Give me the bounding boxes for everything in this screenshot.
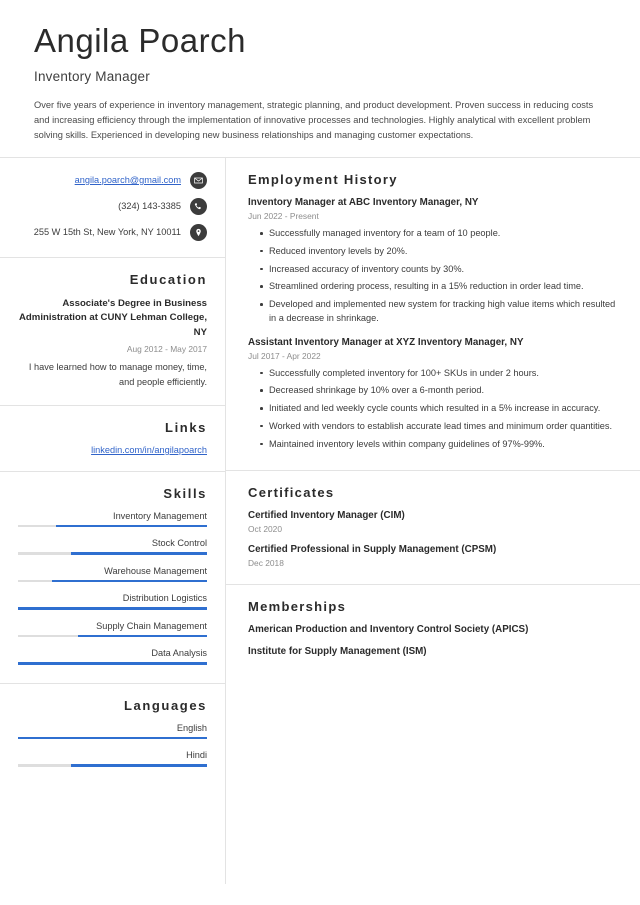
skill-label: Stock Control — [151, 538, 207, 549]
membership-item: Institute for Supply Management (ISM) — [248, 646, 427, 658]
skill-bar-track — [18, 580, 207, 583]
main-content — [226, 158, 640, 884]
skill-item — [18, 566, 207, 583]
employment-item — [248, 197, 620, 326]
contact-address-row — [18, 224, 207, 241]
skill-bar-track — [18, 607, 207, 610]
employment-role: Inventory Manager at ABC Inventory Manager, NY — [248, 197, 479, 209]
skill-label: Data Analysis — [151, 648, 207, 659]
employment-bullet: Maintained inventory levels within company guidelines of 97%-99%. — [260, 437, 620, 451]
skill-label: Distribution Logistics — [122, 593, 207, 604]
education-date: Aug 2012 - May 2017 — [126, 344, 207, 355]
language-item — [18, 750, 207, 767]
skill-bar-track — [18, 525, 207, 528]
contact-block — [0, 158, 225, 258]
employment-role: Assistant Inventory Manager at XYZ Inventory Manager, NY — [248, 336, 524, 348]
employment-bullet: Successfully managed inventory for a team of 10 people. — [260, 226, 620, 240]
contact-email-text[interactable]: angila.poarch@gmail.com — [74, 174, 181, 185]
certificate-item — [248, 510, 620, 534]
certificate-date: Oct 2020 — [248, 524, 282, 535]
link-item-linkedin[interactable]: linkedin.com/in/angilapoarch — [91, 444, 207, 455]
education-item — [18, 297, 207, 389]
skill-item — [18, 538, 207, 555]
memberships-block — [226, 585, 640, 673]
certificate-date: Dec 2018 — [248, 558, 284, 569]
employment-history-title: Employment History — [248, 172, 398, 188]
links-block — [0, 406, 225, 472]
employment-bullets — [248, 226, 620, 326]
certificate-item — [248, 544, 620, 568]
employment-bullets — [248, 366, 620, 451]
employment-item — [248, 337, 620, 451]
header-job-title: Inventory Manager — [34, 68, 150, 84]
phone-icon — [190, 198, 207, 215]
language-label: English — [176, 722, 207, 733]
employment-bullet: Worked with vendors to establish accurate lead times and minimum order quantities. — [260, 419, 620, 433]
employment-date: Jul 2017 - Apr 2022 — [248, 350, 321, 361]
links-title: Links — [165, 419, 207, 435]
employment-history-block — [226, 158, 640, 471]
certificate-name: Certified Professional in Supply Management (CPSM) — [248, 544, 497, 556]
employment-bullet: Streamlined ordering process, resulting in a 15% reduction in order lead time. — [260, 279, 620, 293]
resume-body — [0, 158, 640, 884]
contact-phone-row[interactable] — [18, 198, 207, 215]
location-pin-icon — [190, 224, 207, 241]
skill-label: Inventory Management — [113, 510, 207, 521]
language-bar-track — [18, 737, 207, 740]
contact-phone-text: (324) 143-3385 — [118, 200, 181, 211]
skill-label: Supply Chain Management — [96, 620, 207, 631]
language-label: Hindi — [186, 750, 207, 761]
education-block — [0, 258, 225, 406]
skill-bar-fill — [56, 525, 207, 528]
resume-header — [0, 0, 640, 158]
sidebar — [0, 158, 226, 884]
language-bar-fill — [18, 737, 207, 740]
language-bar-fill — [71, 764, 207, 767]
memberships-title: Memberships — [248, 599, 347, 615]
skill-label: Warehouse Management — [104, 565, 207, 576]
membership-item: American Production and Inventory Control Society (APICS) — [248, 624, 529, 636]
certificates-block — [226, 471, 640, 585]
envelope-icon — [190, 172, 207, 189]
education-description: I have learned how to manage money, time, and people efficiently. — [28, 362, 207, 387]
employment-bullet: Reduced inventory levels by 20%. — [260, 244, 620, 258]
employment-date: Jun 2022 - Present — [248, 211, 319, 222]
skill-bar-fill — [71, 552, 207, 555]
languages-block — [0, 684, 225, 785]
skill-bar-fill — [78, 635, 207, 638]
page-title: Angila Poarch — [34, 22, 246, 59]
skill-item — [18, 621, 207, 638]
contact-email-row[interactable] — [18, 172, 207, 189]
skills-title: Skills — [163, 485, 207, 501]
skills-block — [0, 472, 225, 684]
languages-title: Languages — [123, 697, 207, 713]
employment-bullet: Initiated and led weekly cycle counts which resulted in a 5% increase in accuracy. — [260, 401, 620, 415]
certificates-title: Certificates — [248, 485, 335, 501]
skill-bar-fill — [18, 607, 207, 610]
skill-bar-track — [18, 552, 207, 555]
skill-item — [18, 593, 207, 610]
education-degree: Associate's Degree in Business Administration at CUNY Lehman College, NY — [19, 298, 207, 338]
certificate-name: Certified Inventory Manager (CIM) — [248, 510, 405, 522]
education-title: Education — [129, 272, 207, 288]
skill-item — [18, 648, 207, 665]
skill-bar-track — [18, 662, 207, 665]
employment-bullet: Developed and implemented new system for tracking high value items which resulted in a decrease in shrinkage. — [260, 297, 620, 326]
language-item — [18, 723, 207, 740]
skill-bar-fill — [52, 580, 207, 583]
skill-item — [18, 511, 207, 528]
employment-bullet: Successfully completed inventory for 100+ SKUs in under 2 hours. — [260, 366, 620, 380]
language-bar-track — [18, 764, 207, 767]
contact-address-text: 255 W 15th St, New York, NY 10011 — [33, 226, 181, 237]
employment-bullet: Decreased shrinkage by 10% over a 6-month period. — [260, 383, 620, 397]
skill-bar-track — [18, 635, 207, 638]
professional-summary: Over five years of experience in inventory management, strategic planning, and product development. Proven success in reducing costs and increasing efficiency through the implementation of innovative processes and technologies. Highly analytical with excellent problem solving skills. Experienced in developing new business relationships and managing customer expectations. — [34, 99, 594, 141]
skill-bar-fill — [18, 662, 207, 665]
employment-bullet: Increased accuracy of inventory counts by 30%. — [260, 262, 620, 276]
